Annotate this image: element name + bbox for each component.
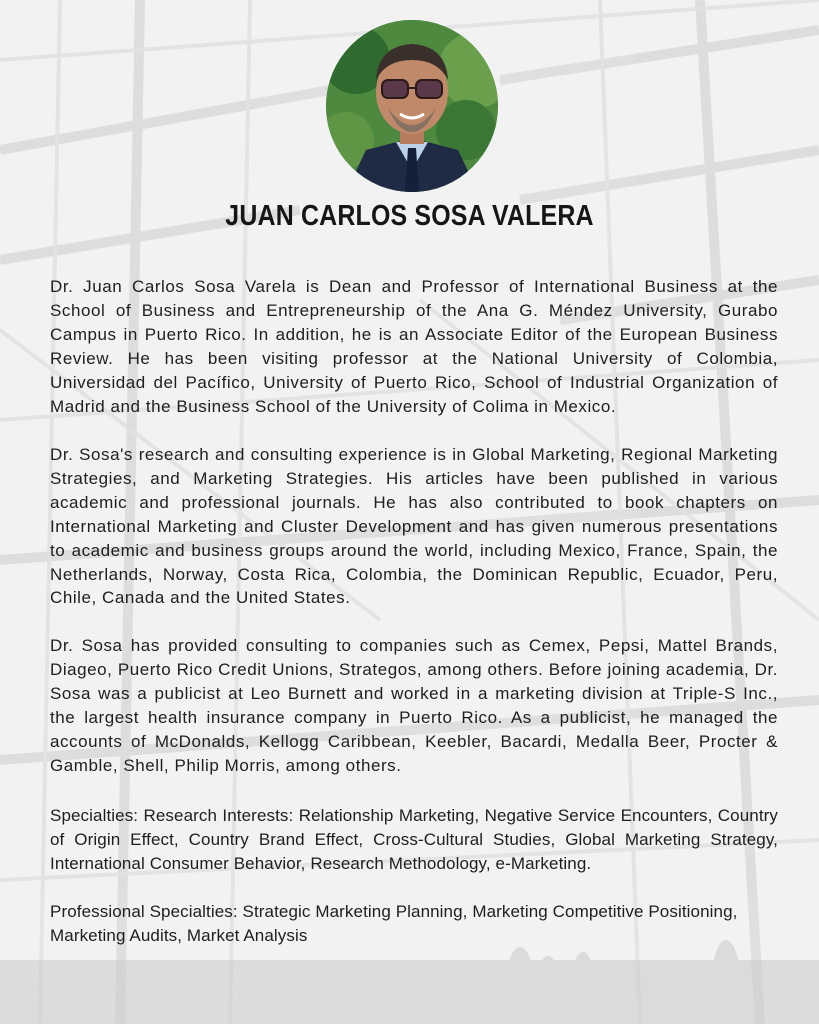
bio-paragraph-research: Dr. Sosa's research and consulting experience is in Global Marketing, Regional Marketing Strategies, and Marketing Strategies. His articles have been published in various academic and professional journals. He has also contributed to book chapters on International Marketing and Cluster Development and has given numerous presentations to academic and business groups around the world, including Mexico, France, Spain, the Netherlands, Norway, Costa Rica, Colombia, the Dominican Republic, Ecuador, Peru, Chile, Canada and the United States.	[50, 445, 778, 608]
bio-paragraph-specialties: Specialties: Research Interests: Relationship Marketing, Negative Service Encounters, Country of Origin Effect, Country Brand Effect, Cross-Cultural Studies, Global Marketing Strategy, International Consumer Behavior, Research Methodology, e-Marketing.	[50, 806, 778, 873]
bio-paragraph-consulting: Dr. Sosa has provided consulting to companies such as Cemex, Pepsi, Mattel Brands, Diageo, Puerto Rico Credit Unions, Strategos, among others. Before joining academia, Dr. Sosa was a publicist at Leo Burnett and worked in a marketing division at Triple-S Inc., the largest health insurance company in Puerto Rico. As a publicist, he managed the accounts of McDonalds, Kellogg Caribbean, Keebler, Bacardi, Medalla Beer, Procter & Gamble, Shell, Philip Morris, among others.	[50, 636, 778, 775]
bio-paragraph-position: Dr. Juan Carlos Sosa Varela is Dean and Professor of International Business at the School of Business and Entrepreneurship of the Ana G. Méndez University, Gurabo Campus in Puerto Rico. In addition, he is an Associate Editor of the European Business Review. He has been visiting professor at the National University of Colombia, Universidad del Pacífico, University of Puerto Rico, School of Industrial Organization of Madrid and the Business School of the University of Colima in Mexico.	[50, 277, 778, 416]
profile-name: JUAN CARLOS SOSA VALERA	[225, 200, 594, 232]
bio-paragraph-professional-specialties: Professional Specialties: Strategic Marketing Planning, Marketing Competitive Positioning, Marketing Audits, Market Analysis	[50, 902, 738, 945]
profile-photo	[326, 20, 498, 192]
